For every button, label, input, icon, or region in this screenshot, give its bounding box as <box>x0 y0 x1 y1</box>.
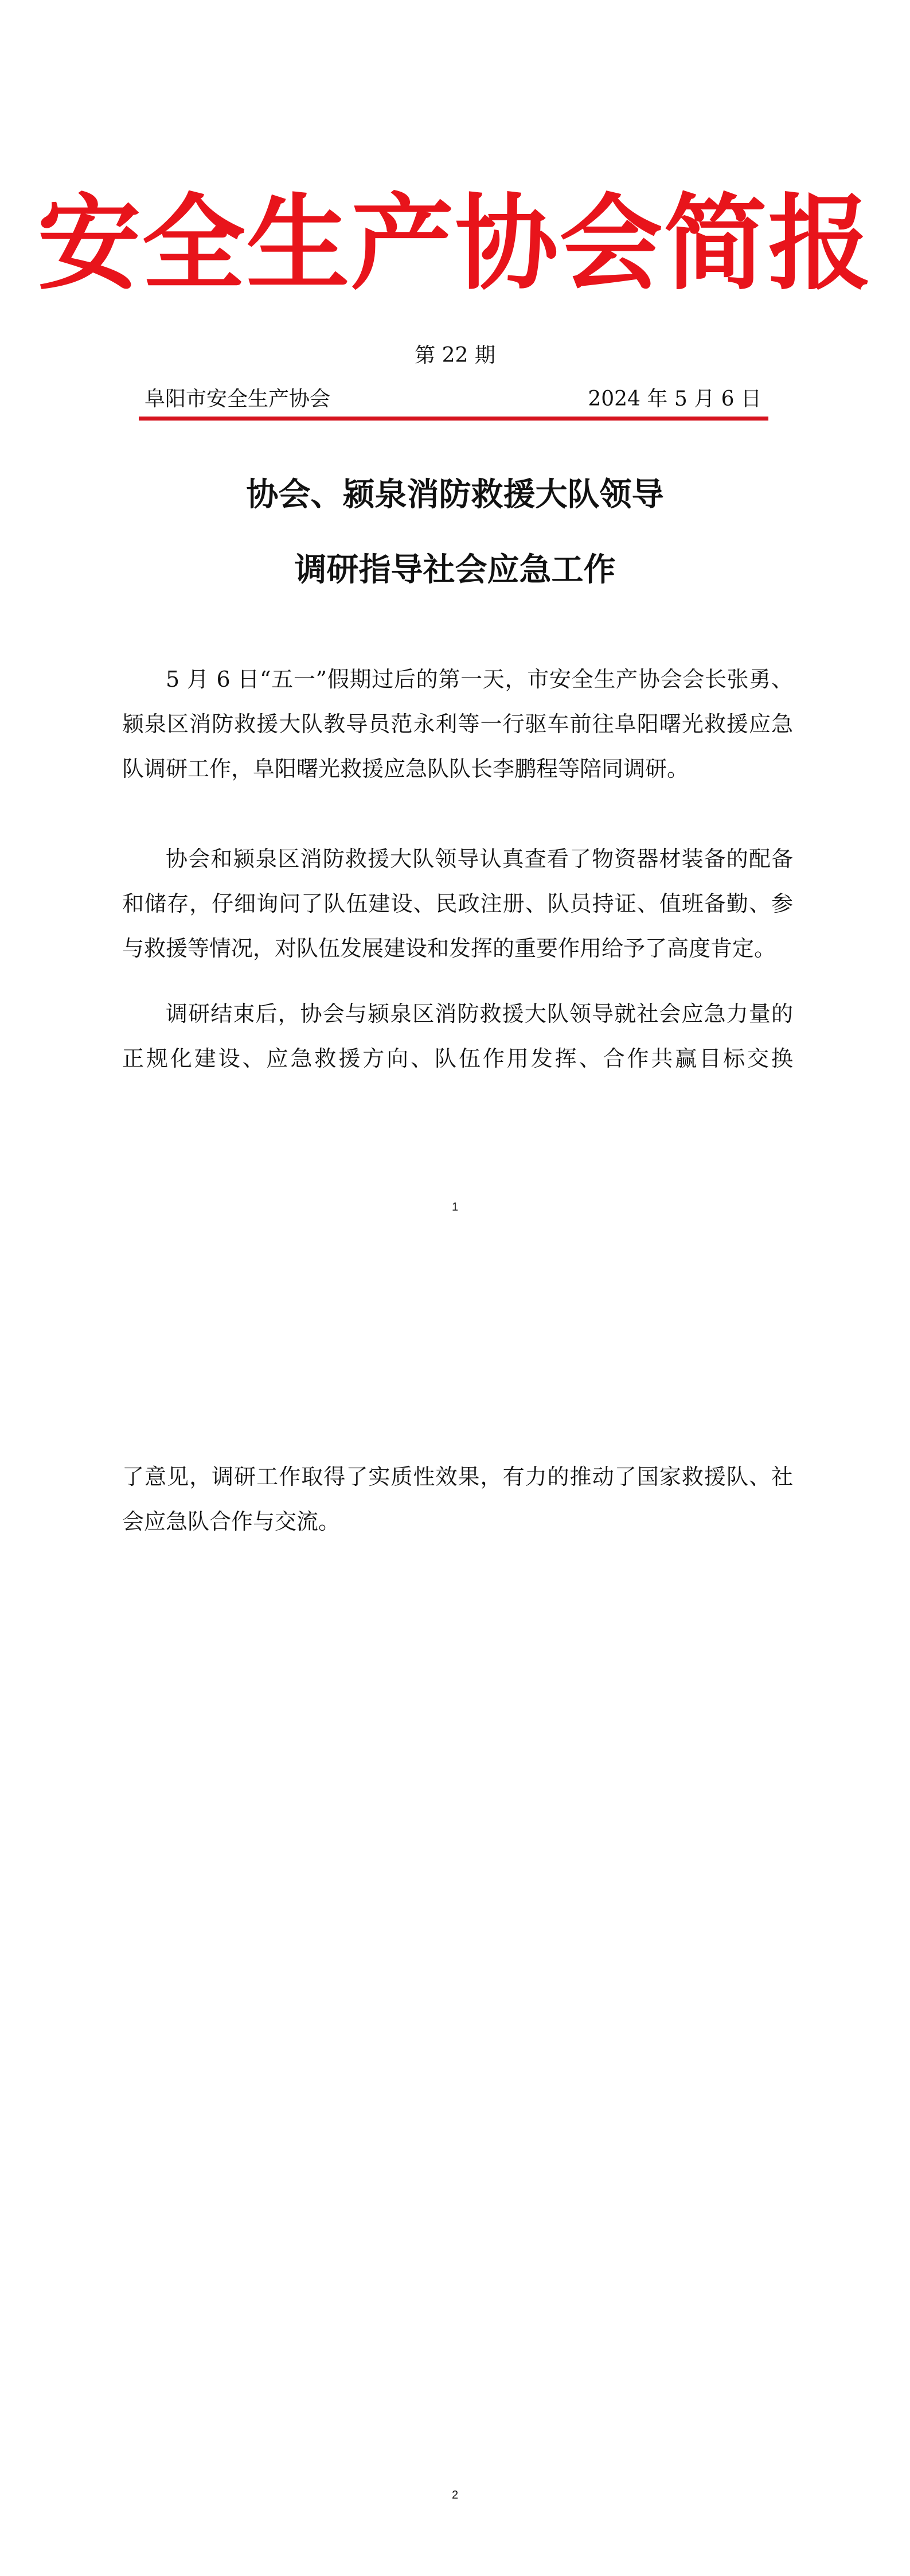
article-paragraph-3: 调研结束后，协会与颍泉区消防救援大队领导就社会应急力量的正规化建设、应急救援方向、队伍作用发挥、合作共赢目标交换 <box>122 1001 793 1071</box>
article-paragraph-2: 协会和颍泉区消防救援大队领导认真查看了物资器材装备的配备和储存，仔细询问了队伍建设、民政注册、队员持证、值班备勤、参与救援等情况，对队伍发展建设和发挥的重要作用给予了高度肯定。 <box>122 846 793 961</box>
article-title-line-1: 协会、颍泉消防救援大队领导 <box>246 476 664 513</box>
article-paragraph-3-continued: 了意见，调研工作取得了实质性效果，有力的推动了国家救援队、社会应急队合作与交流。 <box>122 1464 793 1534</box>
publication-info <box>144 386 761 413</box>
page-number: 2 <box>451 2489 459 2501</box>
article-paragraph-1: 5 月 6 日“五一”假期过后的第一天，市安全生产协会会长张勇、颍泉区消防救援大队教导员范永利等一行驱车前往阜阳曙光救援应急队调研工作，阜阳曙光救援应急队队长李鹏程等陪同调研。 <box>122 667 793 781</box>
page-number: 1 <box>451 1201 459 1213</box>
masthead-divider <box>139 417 768 421</box>
publisher-name: 阜阳市安全生产协会 <box>144 387 331 411</box>
article-title-line-2: 调研指导社会应急工作 <box>294 551 616 589</box>
publication-date: 2024 年 5 月 6 日 <box>588 387 761 411</box>
issue-number: 第 22 期 <box>415 344 495 367</box>
bulletin-masthead: 安全生产协会简报 <box>37 183 873 304</box>
